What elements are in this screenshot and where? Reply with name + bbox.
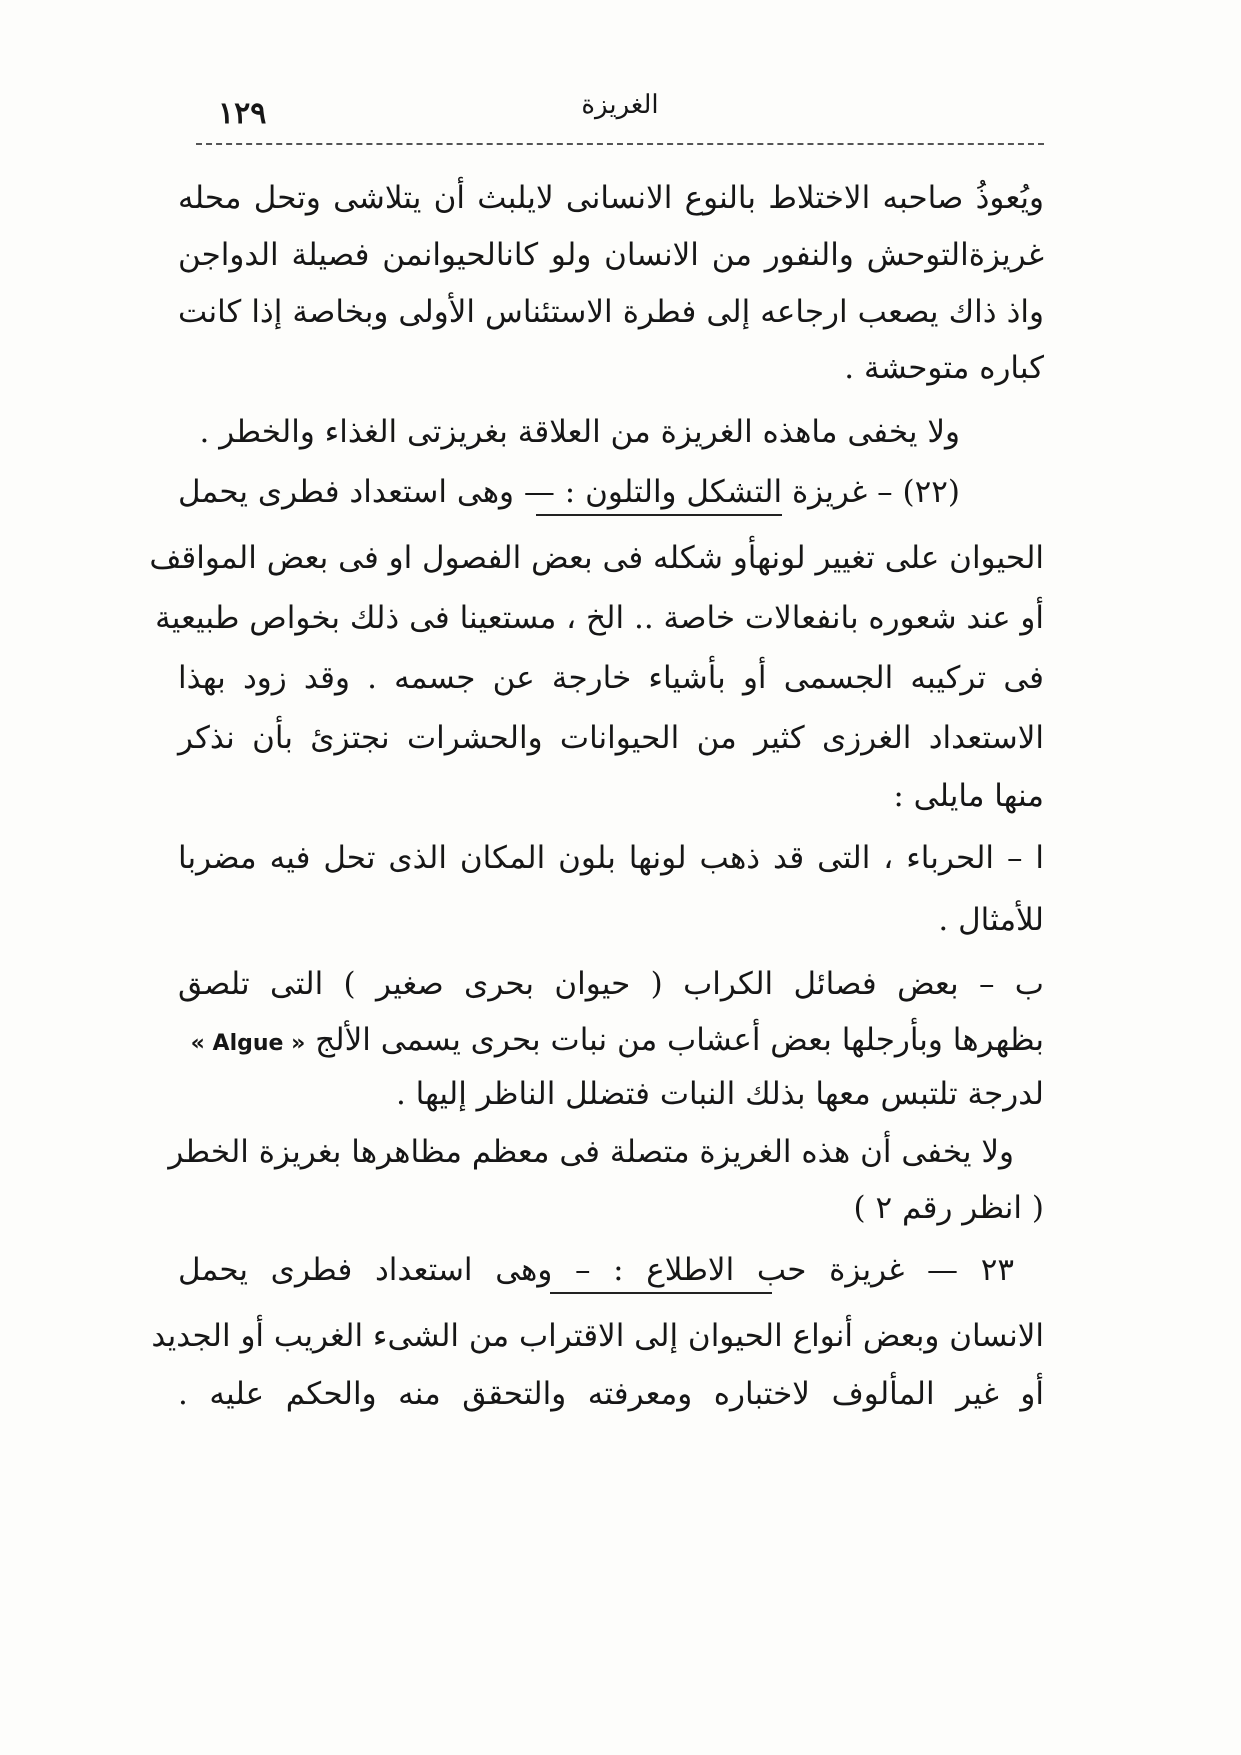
- text-line-10: الاستعداد الغرزى كثير من الحيوانات والحشرات نجتزئ بأن نذكر: [178, 720, 1044, 756]
- text-line-18: ( انظر رقم ٢ ): [853, 1190, 1044, 1226]
- section-22-underline: [536, 514, 782, 516]
- section-23-underline: [550, 1292, 772, 1294]
- text-line-17: ولا يخفى أن هذه الغريزة متصلة فى معظم مظاهرها بغريزة الخطر: [168, 1134, 1014, 1170]
- text-line-20: الانسان وبعض أنواع الحيوان إلى الاقتراب من الشىء الغريب أو الجديد: [151, 1318, 1044, 1354]
- text-line-9: فى تركيبه الجسمى أو بأشياء خارجة عن جسمه . وقد زود بهذا: [178, 660, 1044, 696]
- section-23-heading: ٢٣ — غريزة حب الاطلاع : – وهى استعداد فطرى يحمل: [178, 1252, 1014, 1288]
- running-title: الغريزة: [581, 90, 659, 120]
- section-22-heading: (٢٢) – غريزة التشكل والتلون : — وهى استعداد فطرى يحمل: [178, 474, 960, 510]
- text-line-4: كباره متوحشة .: [844, 350, 1044, 386]
- text-line-3: واذ ذاك يصعب ارجاعه إلى فطرة الاستئناس الأولى وبخاصة إذا كانت: [178, 294, 1044, 330]
- latin-term: « Algue »: [190, 1031, 306, 1056]
- list-item-b: ب – بعض فصائل الكراب ( حيوان بحرى صغير ) التى تلصق: [178, 966, 1044, 1002]
- list-item-b-cont-text: بظهرها وبأرجلها بعض أعشاب من نبات بحرى يسمى الألج: [315, 1022, 1044, 1058]
- list-item-b-cont: [191, 1020, 1044, 1064]
- page-number: ١٢٩: [218, 96, 267, 131]
- text-line-2: غريزةالتوحش والنفور من الانسان ولو كانالحيوانمن فصيلة الدواجن: [178, 237, 1044, 273]
- text-line-7: الحيوان على تغيير لونهأو شكله فى بعض الفصول او فى بعض المواقف: [149, 540, 1044, 576]
- text-line-1: ويُعوذُ صاحبه الاختلاط بالنوع الانسانى لايلبث أن يتلاشى وتحل محله: [178, 180, 1044, 216]
- list-item-a-cont: للأمثال .: [938, 902, 1044, 938]
- page-header: [196, 78, 1044, 142]
- text-line-11: منها مايلى :: [893, 778, 1044, 814]
- text-line-21: أو غير المألوف لاختباره ومعرفته والتحقق منه والحكم عليه .: [178, 1376, 1044, 1412]
- list-item-b-end: لدرجة تلتبس معها بذلك النبات فتضلل الناظر إليها .: [395, 1076, 1044, 1112]
- text-line-8: أو عند شعوره بانفعالات خاصة .. الخ ، مستعينا فى ذلك بخواص طبيعية: [155, 600, 1044, 636]
- header-rule: [196, 143, 1044, 145]
- text-line-5: ولا يخفى ماهذه الغريزة من العلاقة بغريزتى الغذاء والخطر .: [199, 414, 960, 450]
- list-item-a: ا – الحرباء ، التى قد ذهب لونها بلون المكان الذى تحل فيه مضربا: [178, 840, 1044, 876]
